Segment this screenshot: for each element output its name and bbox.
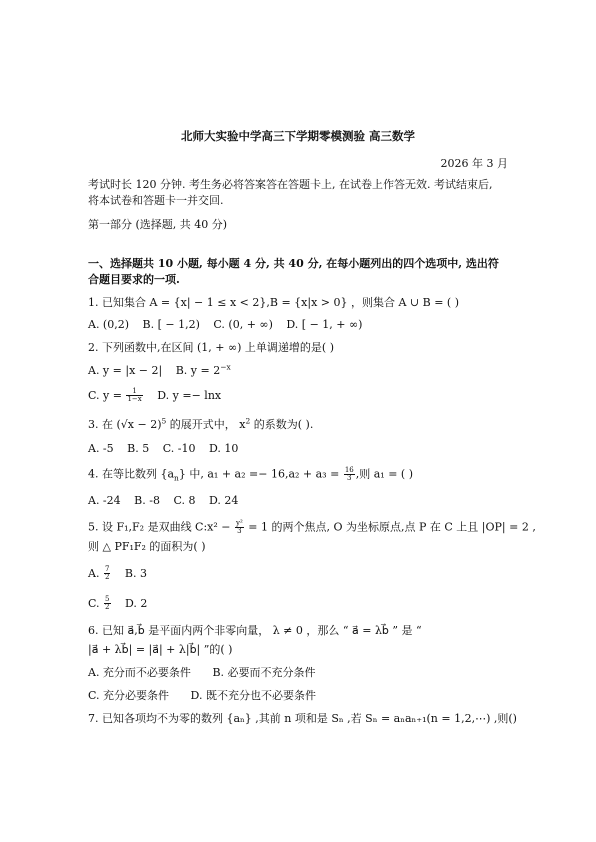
q3-stem-mid: 的展开式中， x [166,418,246,431]
intro-line-2: 将本试卷和答题卡一并交回. [88,194,224,207]
part-heading: 第一部分 (选择题, 共 40 分) [88,218,228,231]
q2-option-c [88,389,147,402]
q5-stem-post: = 1 的两个焦点, O 为坐标原点,点 P 在 C 上且 |OP| = 2 , [248,520,536,534]
q6-options-cd [88,689,326,703]
q4-option-a: A. -24 [88,494,121,507]
q3-option-d: D. 10 [208,442,239,455]
q2-option-c-label: C. y = [88,388,122,402]
q6-stem-line-2: |a⃗ + λb⃗| = |a⃗| + λ|b⃗| ”的( ) [88,643,233,656]
q2-options-ab [88,364,241,378]
q6-option-a: A. 充分而不必要条件 [88,666,191,679]
section-heading-line-2: 合题目要求的一项. [88,273,180,286]
fraction-numerator: 7 [104,565,110,573]
q4-options [88,494,248,508]
q6-stem-line-1: 6. 已知 a⃗,b⃗ 是平面内两个非零向量， λ ≠ 0 ，那么 “ a⃗ = λb⃗ ” 是 “ [88,624,422,637]
q1-option-c: C. (0, + ∞) [213,318,273,331]
q4-option-d: D. 24 [208,494,239,507]
q5-stem-line-2: 则 △ PF₁F₂ 的面积为( ) [88,540,206,553]
q4-stem-pre: 4. 在等比数列 {a [88,467,175,481]
q2-option-b-base: B. y = 2 [175,364,221,377]
fraction-numerator: 5 [105,595,110,603]
q2-option-d: D. y =− lnx [157,388,222,402]
intro-line-1: 考试时长 120 分钟. 考生务必将答案答在答题卡上, 在试卷上作答无效. 考试结束后, [88,178,493,191]
q6-option-c: C. 充分必要条件 [88,689,170,702]
fraction-denominator: 2 [105,603,110,611]
q5-option-c [88,597,115,610]
q5-options-cd [88,596,157,611]
q5-options-ab [88,566,157,581]
q1-option-b: B. [ − 1,2) [142,318,200,331]
q1-option-a: A. (0,2) [88,318,130,331]
q5-option-a-fraction [104,566,110,581]
q2-stem: 2. 下列函数中,在区间 (1, + ∞) 上单调递增的是( ) [88,341,335,354]
q5-stem [88,520,536,535]
q3-stem-post: 的系数为( ). [250,418,314,431]
q5-fraction [235,520,244,535]
exam-date: 2026 年 3 月 [440,157,508,170]
q4-stem [88,467,413,482]
q4-subscript: n [174,473,179,483]
fraction-numerator: 16 [344,466,354,474]
q5-option-c-label: C. [88,596,100,610]
q6-option-d: D. 既不充分也不必要条件 [190,689,316,702]
q1-stem: 1. 已知集合 A = {x| − 1 ≤ x < 2},B = {x|x > 0} ，则集合 A ∪ B = ( ) [88,296,460,309]
fraction-denominator: 3 [237,527,242,535]
exam-title: 北师大实验中学高三下学期零模测验 高三数学 [180,129,415,143]
q5-option-a-label: A. [88,566,100,580]
fraction-numerator: 1 [126,388,142,396]
q1-option-d: D. [ − 1, + ∞) [286,318,363,331]
q4-stem-mid: } 中, a₁ + a₂ =− 16,a₂ + a₃ = [178,467,340,481]
q4-option-c: C. 8 [173,494,196,507]
q5-option-a [88,567,115,580]
fraction-denominator: 2 [104,573,110,581]
q4-option-b: B. -8 [134,494,160,507]
q5-option-c-fraction [104,596,110,611]
q2-option-b-exp: −x [220,362,231,372]
q2-options-cd [88,388,231,403]
q3-exponent-2: 2 [245,416,251,426]
q6-options-ab [88,666,326,680]
fraction-denominator: 1−x [127,395,142,403]
q3-option-a: A. -5 [88,442,114,455]
q5-stem-pre: 5. 设 F₁,F₂ 是双曲线 C:x² − [88,520,231,534]
q7-stem: 7. 已知各项均不为零的数列 {aₙ} ,其前 n 项和是 Sₙ ,若 Sₙ = aₙaₙ₊₁(n = 1,2,⋯) ,则() [88,712,517,725]
q3-options [88,442,248,456]
q2-option-c-fraction [126,388,142,403]
q5-option-d: D. 2 [125,596,148,610]
q2-option-b [176,364,231,377]
section-heading-line-1: 一、选择题共 10 小题, 每小题 4 分, 共 40 分, 在每小题列出的四个选项中, 选出符 [88,257,499,270]
q3-stem [88,418,313,432]
q3-stem-pre: 3. 在 (√x − 2) [88,418,162,431]
q4-fraction [344,467,355,482]
q5-option-b: B. 3 [124,566,147,580]
q2-option-a: A. y = |x − 2| [88,364,163,377]
fraction-denominator: 3 [347,474,352,482]
q6-option-b: B. 必要而不充分条件 [212,666,316,679]
fraction-numerator: y² [236,519,243,527]
q3-exponent: 5 [161,416,167,426]
q3-option-b: B. 5 [127,442,150,455]
q3-option-c: C. -10 [162,442,196,455]
q1-options [88,318,372,332]
q4-stem-post: ,则 a₁ = ( ) [355,467,413,481]
